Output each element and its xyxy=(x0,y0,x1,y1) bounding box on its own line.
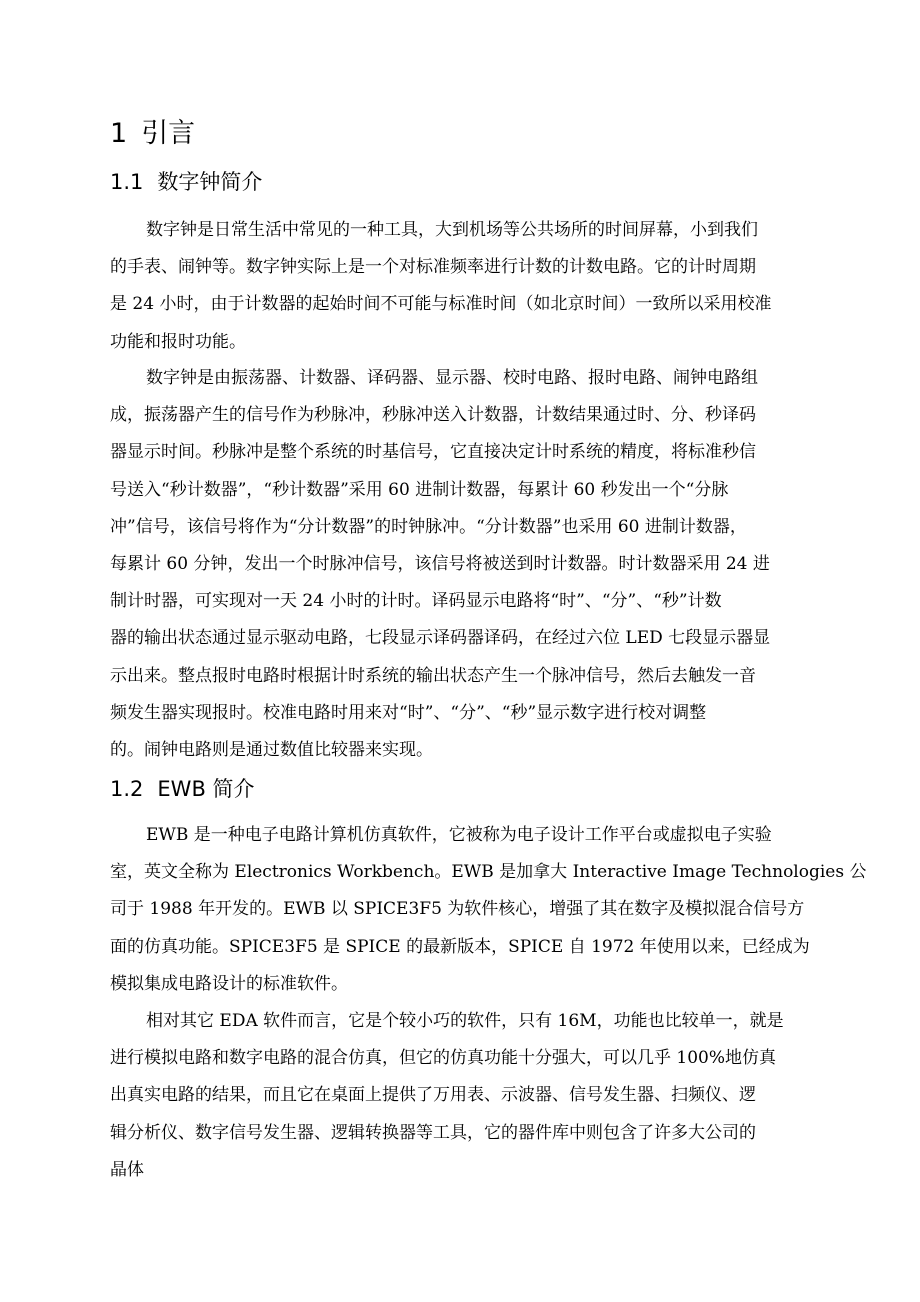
text-line: 是 24 小时，由于计数器的起始时间不可能与标准时间（如北京时间）一致所以采用校准 xyxy=(110,294,772,315)
chapter-title: 引言 xyxy=(141,118,196,149)
chapter-number: 1 xyxy=(110,118,128,149)
text-line: 频发生器实现报时。校准电路时用来对“时”、“分”、“秒”显示数字进行校对调整 xyxy=(110,702,707,723)
text-line: 冲”信号，该信号将作为“分计数器”的时钟脉冲。“分计数器”也采用 60 进制计数器， xyxy=(110,516,747,537)
text-line: 的手表、闹钟等。数字钟实际上是一个对标准频率进行计数的计数电路。它的计时周期 xyxy=(110,257,756,278)
text-line: 器显示时间。秒脉冲是整个系统的时基信号，它直接决定计时系统的精度，将标准秒信 xyxy=(110,442,756,463)
text-line: 的。闹钟电路则是通过数值比较器来实现。 xyxy=(110,739,433,760)
text-line: 模拟集成电路设计的标准软件。 xyxy=(110,973,348,994)
text-line: 数字钟是由振荡器、计数器、译码器、显示器、校时电路、报时电路、闹钟电路组 xyxy=(146,368,758,388)
text-line: EWB 是一种电子电路计算机仿真软件，它被称为电子设计工作平台或虚拟电子实验 xyxy=(146,825,772,845)
text-line: 室，英文全称为 Electronics Workbench。EWB 是加拿大 Interactive Image Technologies 公 xyxy=(110,862,867,883)
text-line: 每累计 60 分钟，发出一个时脉冲信号，该信号将被送到时计数器。时计数器采用 24 进 xyxy=(110,553,770,574)
text-line: 号送入“秒计数器”，“秒计数器”采用 60 进制计数器，每累计 60 秒发出一个“分脉 xyxy=(110,479,729,500)
text-line: 辑分析仪、数字信号发生器、逻辑转换器等工具，它的器件库中则包含了许多大公司的 xyxy=(110,1122,756,1143)
text-line: 器的输出状态通过显示驱动电路，七段显示译码器译码，在经过六位 LED 七段显示器显 xyxy=(110,628,771,649)
text-line: 功能和报时功能。 xyxy=(110,331,246,352)
paragraph-1-2-a xyxy=(110,817,867,1003)
section-heading-1-1 xyxy=(110,166,262,198)
paragraph-1-1-a xyxy=(110,212,830,361)
text-line: 成，振荡器产生的信号作为秒脉冲，秒脉冲送入计数器，计数结果通过时、分、秒译码 xyxy=(110,405,756,426)
text-line: 晶体 xyxy=(110,1159,144,1180)
section-number: 1.1 xyxy=(110,170,144,194)
text-line: 进行模拟电路和数字电路的混合仿真，但它的仿真功能十分强大，可以几乎 100%地仿真 xyxy=(110,1048,777,1069)
paragraph-1-1-b xyxy=(110,360,830,769)
text-line: 制计时器，可实现对一天 24 小时的计时。译码显示电路将“时”、“分”、“秒”计数 xyxy=(110,591,722,612)
chapter-heading xyxy=(110,114,195,154)
section-number: 1.2 xyxy=(110,777,144,801)
text-line: 相对其它 EDA 软件而言，它是个较小巧的软件，只有 16M，功能也比较单一，就是 xyxy=(146,1011,784,1031)
text-line: 司于 1988 年开发的。EWB 以 SPICE3F5 为软件核心，增强了其在数字及模拟混合信号方 xyxy=(110,899,805,920)
text-line: 数字钟是日常生活中常见的一种工具，大到机场等公共场所的时间屏幕，小到我们 xyxy=(146,220,758,240)
paragraph-1-2-b xyxy=(110,1003,830,1189)
section-heading-1-2 xyxy=(110,773,255,805)
text-line: 出真实电路的结果，而且它在桌面上提供了万用表、示波器、信号发生器、扫频仪、逻 xyxy=(110,1085,756,1106)
section-title: EWB 简介 xyxy=(157,777,255,801)
section-title: 数字钟简介 xyxy=(157,170,263,194)
text-line: 示出来。整点报时电路时根据计时系统的输出状态产生一个脉冲信号，然后去触发一音 xyxy=(110,665,756,686)
text-line: 面的仿真功能。SPICE3F5 是 SPICE 的最新版本，SPICE 自 1972 年使用以来，已经成为 xyxy=(110,936,810,957)
